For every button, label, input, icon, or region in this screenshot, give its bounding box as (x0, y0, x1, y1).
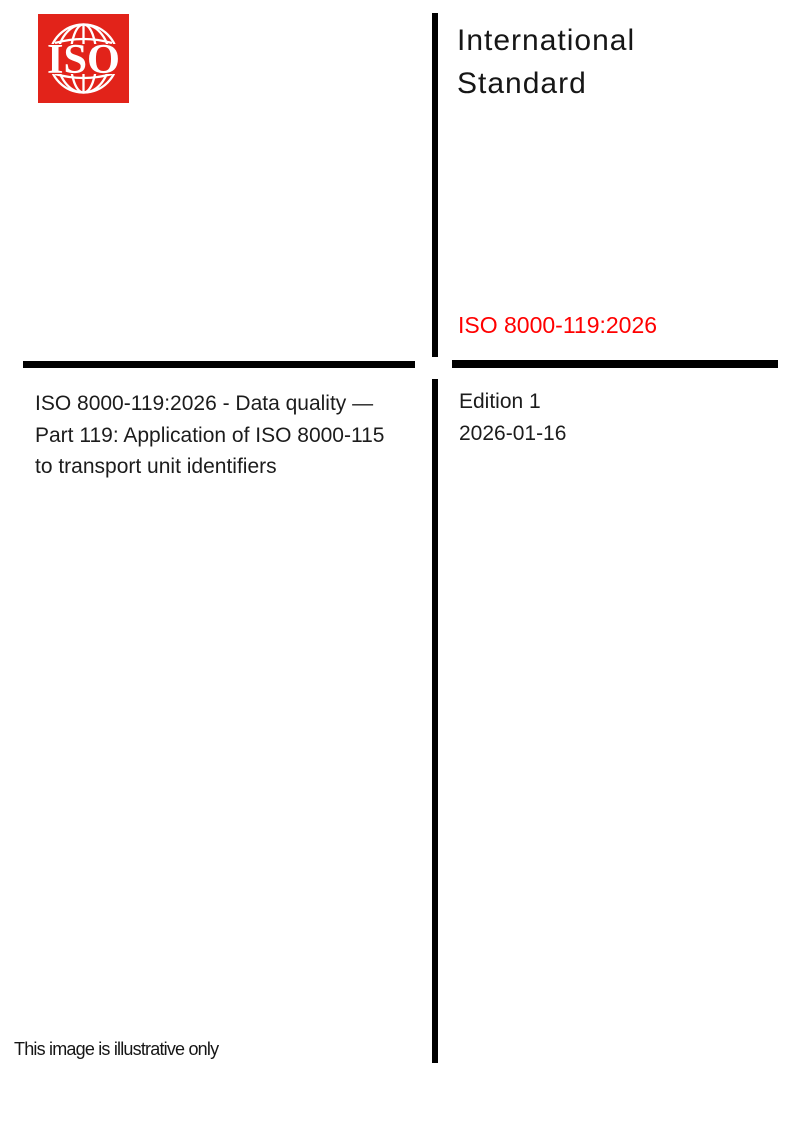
divider-horizontal-right (452, 360, 778, 368)
standard-title-line: Part 119: Application of ISO 8000-115 (35, 423, 385, 447)
edition-label: Edition 1 (459, 390, 541, 413)
iso-logo-text: ISO (47, 37, 120, 83)
divider-horizontal-left (23, 361, 415, 368)
edition-block (459, 386, 566, 450)
footer-note: This image is illustrative only (14, 1039, 219, 1059)
iso-logo (38, 14, 129, 103)
document-type-heading: International Standard (457, 24, 636, 100)
standard-reference: ISO 8000-119:2026 (458, 312, 658, 338)
standard-title-line: to transport unit identifiers (35, 455, 277, 478)
publication-date: 2026-01-16 (459, 422, 567, 445)
standard-title-line: ISO 8000-119:2026 - Data quality — (35, 392, 374, 415)
divider-vertical-top (432, 13, 438, 357)
iso-globe-icon (38, 14, 129, 103)
standard-title (35, 388, 445, 483)
